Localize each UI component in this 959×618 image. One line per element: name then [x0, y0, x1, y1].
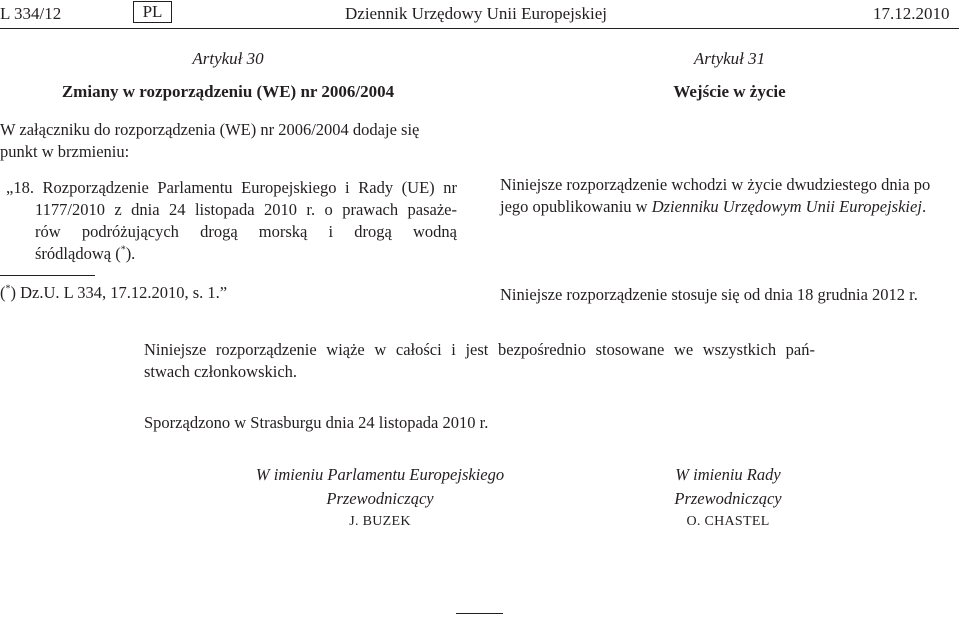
- page-reference: L 334/12: [0, 4, 62, 23]
- header-rule: [0, 28, 959, 29]
- article-31-para1-line2: [500, 196, 926, 218]
- para1-line2-end: .: [921, 197, 927, 216]
- footnote-sup: *: [5, 283, 11, 295]
- journal-name-italic: Dzienniku Urzędowym Unii Europejskiej: [651, 197, 922, 216]
- footnote: [0, 282, 227, 304]
- footnote-text: ) Dz.U. L 334, 17.12.2010, s. 1.”: [10, 283, 228, 302]
- article-30-number: Artykuł 30: [192, 49, 264, 68]
- item-line-4: [35, 243, 135, 265]
- binding-line-1: Niniejsze rozporządzenie wiąże w całości i jest bezpośrednio stosowane we wszystkich pań-: [144, 340, 815, 359]
- article-30-title: Zmiany w rozporządzeniu (WE) nr 2006/2004: [61, 82, 395, 101]
- signature-1-role: Przewodniczący: [326, 489, 434, 508]
- item-line-1: „18. Rozporządzenie Parlamentu Europejskiego i Rady (UE) nr: [6, 178, 457, 197]
- done-at: Sporządzono w Strasburgu dnia 24 listopada 2010 r.: [144, 413, 489, 432]
- article-30-intro: W załączniku do rozporządzenia (WE) nr 2006/2004 dodaje się punkt w brzmieniu:: [0, 120, 420, 161]
- item-line-4-text: śródlądową (: [35, 244, 121, 263]
- signature-2-for: W imieniu Rady: [675, 465, 781, 484]
- para1-line2-start: jego opublikowaniu w: [500, 197, 652, 216]
- signature-1-name: J. BUZEK: [349, 514, 411, 529]
- signature-1-for: W imieniu Parlamentu Europejskiego: [255, 465, 505, 484]
- article-31-title: Wejście w życie: [673, 82, 786, 101]
- footnote-rule: [0, 275, 95, 276]
- publication-date: 17.12.2010: [873, 4, 950, 23]
- article-31-para2: Niniejsze rozporządzenie stosuje się od dnia 18 grudnia 2012 r.: [500, 285, 918, 304]
- signature-2-role: Przewodniczący: [674, 489, 782, 508]
- end-rule: [456, 613, 503, 614]
- binding-line-2: stwach członkowskich.: [144, 362, 298, 381]
- language-badge: PL: [133, 1, 172, 23]
- item-line-3: rów podróżujących drogą morską i drogą wodną: [35, 222, 457, 241]
- item-line-4-end: ).: [125, 244, 136, 263]
- journal-title: Dziennik Urzędowy Unii Europejskiej: [345, 4, 608, 23]
- footnote-open: (: [0, 283, 6, 302]
- article-31-para1-line1: Niniejsze rozporządzenie wchodzi w życie dwudziestego dnia po: [500, 175, 931, 194]
- footnote-marker: *: [120, 244, 126, 256]
- signature-2-name: O. CHASTEL: [686, 514, 770, 529]
- article-31-number: Artykuł 31: [693, 49, 766, 68]
- item-line-2: 1177/2010 z dnia 24 listopada 2010 r. o prawach pasaże-: [35, 200, 457, 219]
